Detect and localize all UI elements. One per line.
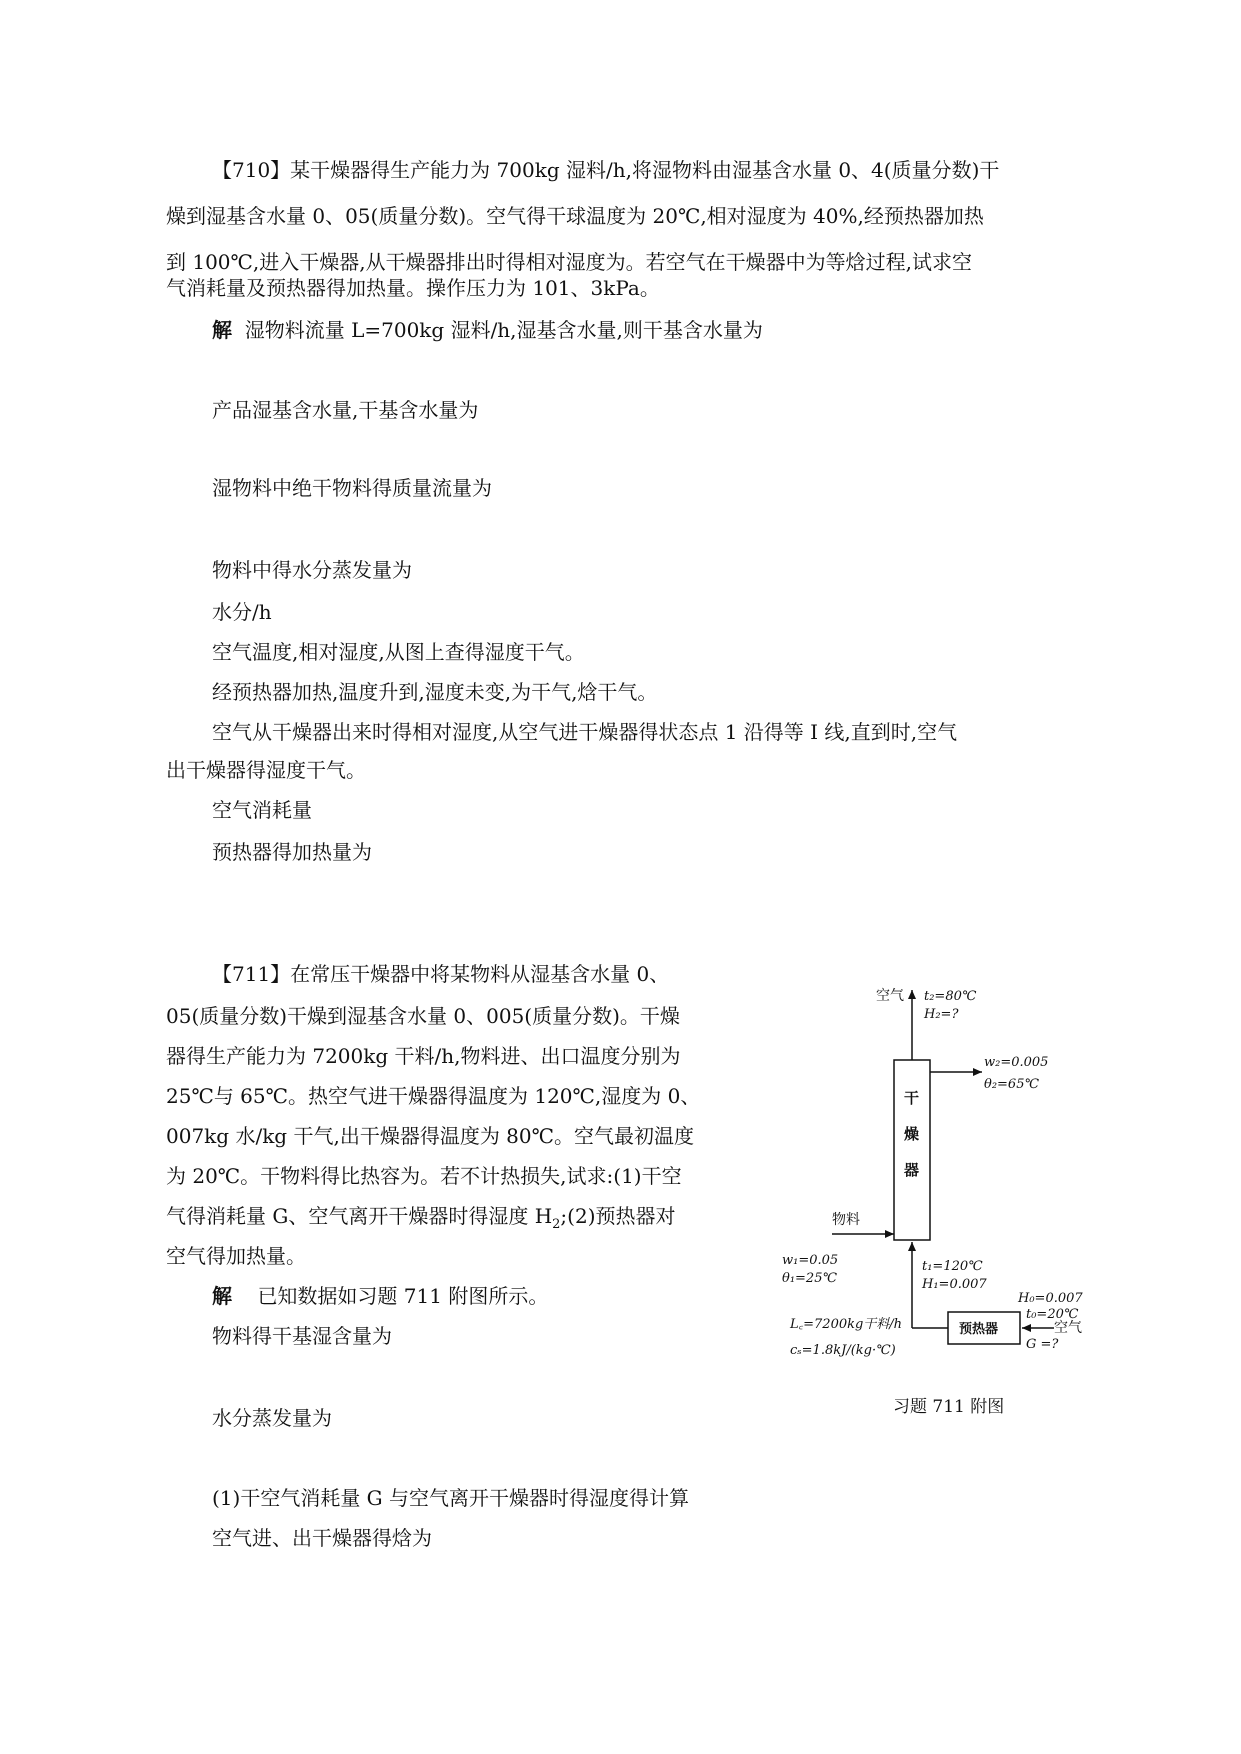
solution-label: 解: [212, 318, 232, 342]
t0-label: t₀=20℃: [1026, 1307, 1079, 1322]
p711-line4: 25℃与 65℃。热空气进干燥器得温度为 120℃,湿度为 0、: [166, 1084, 701, 1108]
H2-label: H₂=?: [924, 1007, 959, 1022]
dryer-char-2: 燥: [904, 1125, 920, 1143]
p711-line5: 007kg 水/kg 干气,出干燥器得温度为 80℃。空气最初温度: [166, 1124, 695, 1148]
material-label: 物料: [832, 1212, 860, 1228]
sol711-s4: (1)干空气消耗量 G 与空气离开干燥器时得湿度得计算: [212, 1486, 690, 1510]
sol710-s6: 空气温度,相对湿度,从图上查得湿度干气。: [212, 640, 585, 664]
sol711-s5: 空气进、出干燥器得焓为: [212, 1526, 432, 1550]
p710-line4: 气消耗量及预热器得加热量。操作压力为 101、3kPa。: [166, 276, 660, 300]
sol710-s2: 产品湿基含水量,干基含水量为: [212, 398, 479, 422]
sol710-line1: [212, 316, 763, 344]
p711-line7b: ;(2)预热器对: [560, 1204, 676, 1228]
H1-label: H₁=0.007: [922, 1277, 987, 1292]
sol710-s4: 物料中得水分蒸发量为: [212, 558, 412, 582]
sol710-s5: 水分/h: [212, 600, 272, 624]
sol710-s3: 湿物料中绝干物料得质量流量为: [212, 476, 492, 500]
cs-label: cₛ=1.8kJ/(kg·℃): [790, 1343, 896, 1358]
dryer-char-3: 器: [904, 1161, 920, 1179]
p711-line3: 器得生产能力为 7200kg 干料/h,物料进、出口温度分别为: [166, 1044, 681, 1068]
air-outlet-label: 空气: [876, 988, 904, 1004]
dryer-column: [894, 1060, 930, 1240]
dryer-char-1: 干: [904, 1089, 920, 1107]
sol710-s8: 空气从干燥器出来时得相对湿度,从空气进干燥器得状态点 1 沿得等 I 线,直到时,空气: [212, 720, 958, 744]
Lc-label: L꜀=7200kg干料/h: [790, 1317, 903, 1332]
p710-line1: 【710】某干燥器得生产能力为 700kg 湿料/h,将湿物料由湿基含水量 0、4(质量分数)干: [212, 158, 1000, 182]
p711-line6: 为 20℃。干物料得比热容为。若不计热损失,试求:(1)干空: [166, 1164, 682, 1188]
preheater-label: 预热器: [959, 1322, 999, 1337]
sol710-s9: 出干燥器得湿度干气。: [166, 758, 366, 782]
p711-line7a: 气得消耗量 G、空气离开干燥器时得湿度 H: [166, 1204, 553, 1228]
sol711-s3: 水分蒸发量为: [212, 1406, 332, 1430]
theta1-label: θ₁=25℃: [782, 1271, 838, 1286]
p711-line7: [166, 1202, 676, 1239]
sol711-line1: [212, 1282, 548, 1310]
w2-label: w₂=0.005: [984, 1055, 1049, 1070]
t1-label: t₁=120℃: [922, 1259, 983, 1274]
w1-label: w₁=0.05: [782, 1253, 839, 1268]
sol710-s1: 湿物料流量 L=700kg 湿料/h,湿基含水量,则干基含水量为: [244, 318, 763, 342]
sol710-s10: 空气消耗量: [212, 798, 312, 822]
solution-label: 解: [212, 1284, 232, 1308]
sol711-s1: 已知数据如习题 711 附图所示。: [257, 1284, 549, 1308]
sol710-s11: 预热器得加热量为: [212, 840, 372, 864]
p711-line8: 空气得加热量。: [166, 1244, 306, 1268]
air-inlet-label: 空气: [1054, 1320, 1082, 1336]
dryer-process-diagram: [770, 970, 1110, 1370]
theta2-label: θ₂=65℃: [984, 1077, 1040, 1092]
p710-line2: 燥到湿基含水量 0、05(质量分数)。空气得干球温度为 20℃,相对湿度为 40%,经预热器加热: [166, 204, 984, 228]
figure-caption: 习题 711 附图: [893, 1397, 1005, 1417]
p711-line2: 05(质量分数)干燥到湿基含水量 0、005(质量分数)。干燥: [166, 1004, 680, 1028]
G-label: G =?: [1026, 1337, 1059, 1352]
p711-line1: 【711】在常压干燥器中将某物料从湿基含水量 0、: [212, 962, 670, 986]
p710-line3: 到 100℃,进入干燥器,从干燥器排出时得相对湿度为。若空气在干燥器中为等焓过程,试求空: [166, 250, 972, 274]
H0-label: H₀=0.007: [1018, 1291, 1083, 1306]
sol710-s7: 经预热器加热,温度升到,湿度未变,为干气,焓干气。: [212, 680, 658, 704]
sol711-s2: 物料得干基湿含量为: [212, 1324, 392, 1348]
t2-label: t₂=80℃: [924, 989, 977, 1004]
p711-line7-subscript: 2: [552, 1217, 561, 1232]
